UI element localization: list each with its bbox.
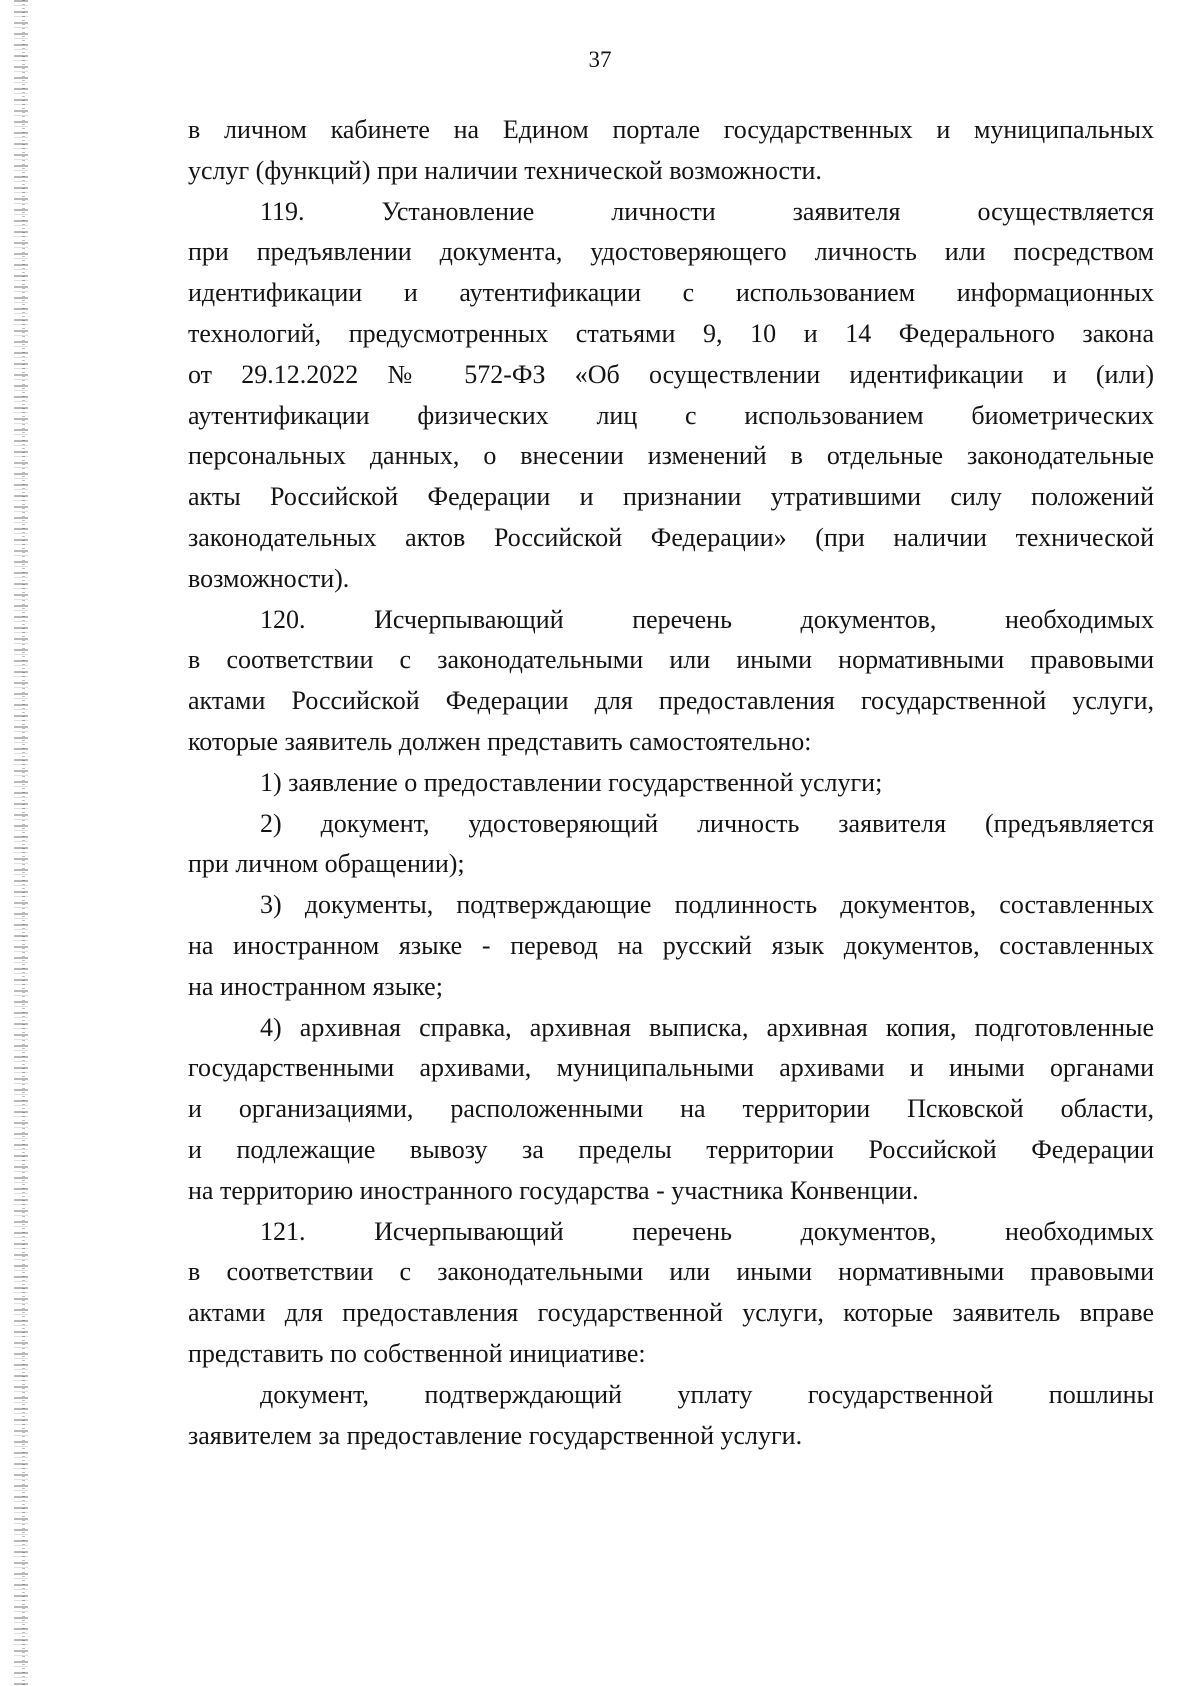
- text-line: 4) архивная справка, архивная выписка, архивная копия, подготовленные: [260, 1012, 1154, 1042]
- text-line: аутентификации физических лиц с использованием биометрических: [188, 400, 1154, 430]
- paragraph-item-1: [188, 763, 1154, 804]
- text-line: возможности).: [188, 563, 350, 593]
- text-line: 121. Исчерпывающий перечень документов, необходимых: [260, 1216, 1154, 1246]
- text-line: и организациями, расположенными на территории Псковской области,: [188, 1094, 1154, 1124]
- text-line: 3) документы, подтверждающие подлинность документов, составленных: [260, 890, 1154, 920]
- text-line: персональных данных, о внесении изменений в отдельные законодательные: [188, 441, 1154, 471]
- paragraph-clause-121-doc: [188, 1375, 1154, 1457]
- text-line: 120. Исчерпывающий перечень документов, необходимых: [260, 604, 1154, 634]
- text-line: заявителем за предоставление государственной услуги.: [188, 1420, 803, 1450]
- scan-edge-shadow: [14, 0, 28, 1686]
- text-line: идентификации и аутентификации с использованием информационных: [188, 278, 1154, 308]
- text-line: в соответствии с законодательными или иными нормативными правовыми: [188, 645, 1154, 675]
- text-line: на иностранном языке - перевод на русский язык документов, составленных: [188, 930, 1154, 960]
- text-line: акты Российской Федерации и признании утратившими силу положений: [188, 482, 1154, 512]
- paragraph-clause-119: [188, 192, 1154, 600]
- text-line: на иностранном языке;: [188, 971, 443, 1001]
- text-line: технологий, предусмотренных статьями 9, 10 и 14 Федерального закона: [188, 318, 1154, 348]
- text-line: представить по собственной инициативе:: [188, 1338, 646, 1368]
- text-line: и подлежащие вывозу за пределы территории Российской Федерации: [188, 1134, 1154, 1164]
- text-line: 2) документ, удостоверяющий личность заявителя (предъявляется: [260, 808, 1154, 838]
- text-line: 119. Установление личности заявителя осуществляется: [260, 196, 1154, 226]
- paragraph-item-2: [188, 804, 1154, 886]
- paragraph-continuation: [188, 110, 1154, 192]
- document-body: [188, 110, 1154, 1456]
- text-line: услуг (функций) при наличии технической возможности.: [188, 155, 822, 185]
- paragraph-clause-120: [188, 600, 1154, 763]
- text-line: законодательных актов Российской Федерации» (при наличии технической: [188, 522, 1154, 552]
- text-line: документ, подтверждающий уплату государственной пошлины: [260, 1379, 1154, 1409]
- text-line: при личном обращении);: [188, 849, 465, 879]
- paragraph-clause-121: [188, 1212, 1154, 1375]
- paragraph-item-4: [188, 1008, 1154, 1212]
- text-line: в личном кабинете на Едином портале государственных и муниципальных: [188, 115, 1154, 144]
- text-line: государственными архивами, муниципальными архивами и иными органами: [188, 1053, 1154, 1083]
- text-line: на территорию иностранного государства - участника Конвенции.: [188, 1175, 919, 1205]
- text-line: актами Российской Федерации для предоставления государственной услуги,: [188, 686, 1154, 716]
- text-line: актами для предоставления государственной услуги, которые заявитель вправе: [188, 1298, 1154, 1328]
- text-line: при предъявлении документа, удостоверяющего личность или посредством: [188, 237, 1154, 267]
- text-line: которые заявитель должен представить самостоятельно:: [188, 726, 812, 756]
- text-line: в соответствии с законодательными или иными нормативными правовыми: [188, 1257, 1154, 1287]
- paragraph-item-3: [188, 885, 1154, 1007]
- text-line: 1) заявление о предоставлении государственной услуги;: [260, 767, 883, 797]
- page-number: 37: [588, 47, 612, 72]
- scan-edge-line: [22, 0, 25, 1686]
- text-line: от 29.12.2022 № 572-ФЗ «Об осуществлении идентификации и (или): [188, 359, 1154, 389]
